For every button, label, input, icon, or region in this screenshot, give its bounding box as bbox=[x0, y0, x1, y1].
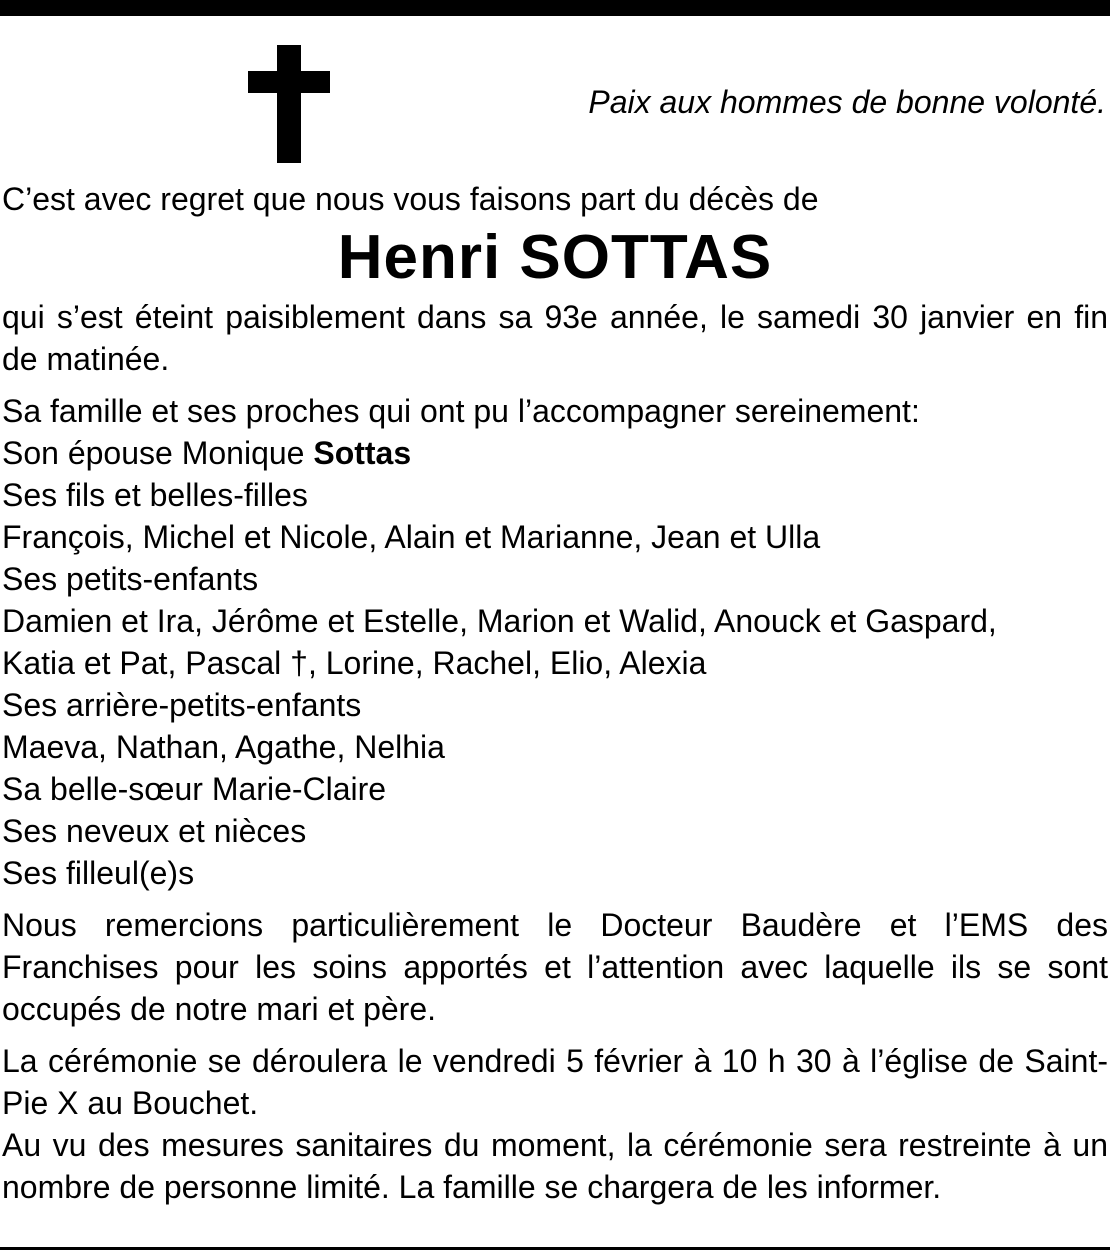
family-intro: Sa famille et ses proches qui ont pu l’accompagner sereinement: bbox=[2, 393, 920, 429]
family-line: François, Michel et Nicole, Alain et Marianne, Jean et Ulla bbox=[2, 519, 821, 555]
sanitary-paragraph: Au vu des mesures sanitaires du moment, la cérémonie sera restreinte à un nombre de personne limité. La famille se chargera de les informer. bbox=[2, 1127, 1108, 1205]
family-list bbox=[2, 474, 1108, 894]
family-line: Damien et Ira, Jérôme et Estelle, Marion et Walid, Anouck et Gaspard, bbox=[2, 603, 997, 639]
top-border-rule bbox=[0, 0, 1110, 16]
family-line: Maeva, Nathan, Agathe, Nelhia bbox=[2, 729, 445, 765]
cross-icon bbox=[248, 45, 330, 163]
family-line: Ses filleul(e)s bbox=[2, 855, 195, 891]
spouse-prefix: Son épouse Monique bbox=[2, 435, 314, 471]
ceremony-paragraph: La cérémonie se déroulera le vendredi 5 février à 10 h 30 à l’église de Saint-Pie X au Bouchet. bbox=[2, 1043, 1108, 1121]
family-line: Katia et Pat, Pascal †, Lorine, Rachel, Elio, Alexia bbox=[2, 645, 707, 681]
spouse-line bbox=[2, 432, 1108, 474]
family-line: Ses neveux et nièces bbox=[2, 813, 307, 849]
obituary-body bbox=[2, 178, 1108, 1208]
family-line: Ses arrière-petits-enfants bbox=[2, 687, 362, 723]
thanks-paragraph: Nous remercions particulièrement le Docteur Baudère et l’EMS des Franchises pour les soins apportés et l’attention avec laquelle ils se sont occupés de notre mari et père. bbox=[2, 907, 1108, 1027]
spouse-surname: Sottas bbox=[313, 435, 412, 471]
family-line: Ses fils et belles-filles bbox=[2, 477, 308, 513]
motto: Paix aux hommes de bonne volonté. bbox=[588, 84, 1106, 120]
family-line: Sa belle-sœur Marie-Claire bbox=[2, 771, 387, 807]
bottom-border-rule bbox=[0, 1247, 1110, 1250]
family-line: Ses petits-enfants bbox=[2, 561, 259, 597]
intro-text: C’est avec regret que nous vous faisons part du décès de bbox=[2, 181, 819, 217]
death-announcement: qui s’est éteint paisiblement dans sa 93e année, le samedi 30 janvier en fin de matinée. bbox=[2, 299, 1108, 377]
deceased-name: Henri SOTTAS bbox=[337, 223, 773, 292]
